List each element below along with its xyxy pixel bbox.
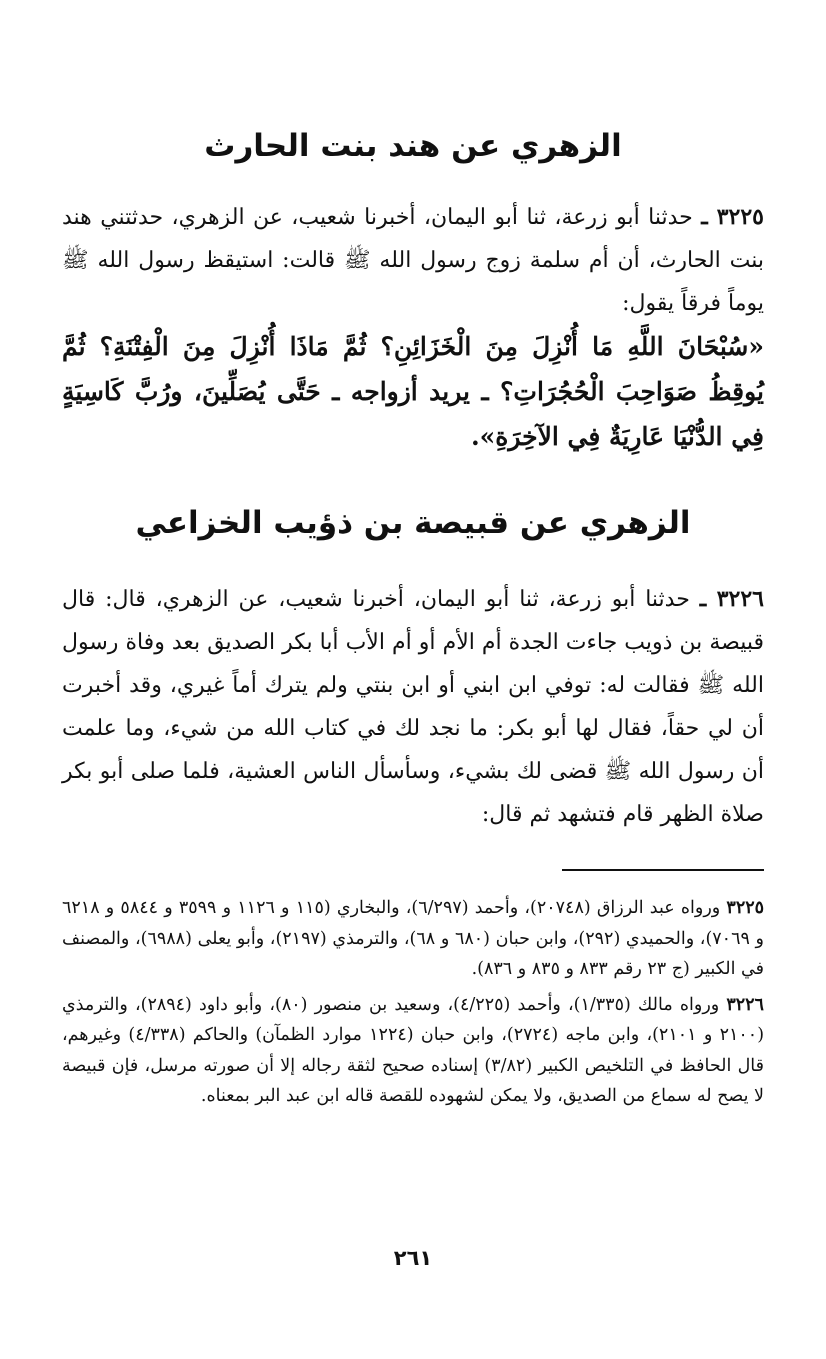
hadith-text: حدثنا أبو زرعة، ثنا أبو اليمان، أخبرنا شعيب، عن الزهري، قال: قال قبيصة بن ذويب جاءت الجدة أم الأم أو أم الأب أبا بكر الصديق بعد وفاة رسول الله ﷺ فقالت له: توفي ابن ابني أو ابن بنتي ولم يترك أماً غيري، وقد أخبرت أن لي حقاً، فقال لها أبو بكر: ما نجد لك في كتاب الله من شيء، وما علمت أن رسول الله ﷺ قضى لك بشيء، وسأسأل الناس العشية، فلما صلى أبو بكر صلاة الظهر قام فتشهد ثم قال:	[62, 587, 764, 827]
hadith-text: حدثنا أبو زرعة، ثنا أبو اليمان، أخبرنا شعيب، عن الزهري، حدثتني هند بنت الحارث، أن أم سلمة زوج رسول الله ﷺ قالت: استيقظ رسول الله ﷺ يوماً فرقاً يقول:	[62, 205, 764, 316]
footnote-number: ٣٢٢٦	[726, 994, 764, 1015]
footnote-3226	[62, 990, 764, 1112]
footnotes	[62, 893, 764, 1117]
section-title-qabisa: الزهري عن قبيصة بن ذؤيب الخزاعي	[135, 505, 691, 541]
hadith-number: ٣٢٢٥ ـ	[701, 204, 764, 230]
footnote-3225	[62, 893, 764, 985]
footnote-number: ٣٢٢٥	[726, 898, 765, 918]
footnote-text: ورواه عبد الرزاق (٢٠٧٤٨)، وأحمد (٦/٢٩٧)، والبخاري (١١٥ و ١١٢٦ و ٣٥٩٩ و ٥٨٤٤ و ٦٢١٨ و ٧٠٦٩)، والحميدي (٢٩٢)، وابن حبان (٦٨٠ و ٦٨)، والترمذي (٢١٩٧)، وأبو يعلى (٦٩٨٨)، والمصنف في الكبير (ج ٢٣ رقم ٨٣٣ و ٨٣٥ و ٨٣٦).	[62, 898, 765, 979]
hadith-3226	[62, 578, 764, 836]
section-title-hind: الزهري عن هند بنت الحارث	[204, 128, 622, 164]
footnote-divider	[562, 869, 764, 871]
hadith-quote: «سُبْحَانَ اللَّهِ مَا أُنْزِلَ مِنَ الْخَزَائِنِ؟ ثُمَّ مَاذَا أُنْزِلَ مِنَ الْفِتْنَةِ؟ ثُمَّ يُوقِظُ صَوَاحِبَ الْحُجُرَاتِ؟ ـ يريد أزواجه ـ حَتَّى يُصَلِّينَ، ورُبَّ كَاسِيَةٍ فِي الدُّنْيَا عَارِيَةٌ فِي الآخِرَةِ».	[62, 332, 764, 451]
page-number: ٢٦١	[393, 1246, 433, 1270]
footnote-text: ورواه مالك (١/٣٣٥)، وأحمد (٤/٢٢٥)، وسعيد بن منصور (٨٠)، وأبو داود (٢٨٩٤)، والترمذي (٢١٠٠ و ٢١٠١)، وابن ماجه (٢٧٢٤)، وابن حبان (١٢٢٤ موارد الظمآن) والحاكم (٤/٣٣٨) وغيرهم، قال الحافظ في التلخيص الكبير (٣/٨٢) إسناده صحيح لثقة رجاله إلا أن صورته مرسل، فإن قبيصة لا يصح له سماع من الصديق، ولا يمكن لشهوده للقصة قاله ابن عبد البر بمعناه.	[62, 994, 765, 1106]
hadith-3225	[62, 196, 764, 460]
hadith-number: ٣٢٢٦ ـ	[699, 586, 764, 612]
